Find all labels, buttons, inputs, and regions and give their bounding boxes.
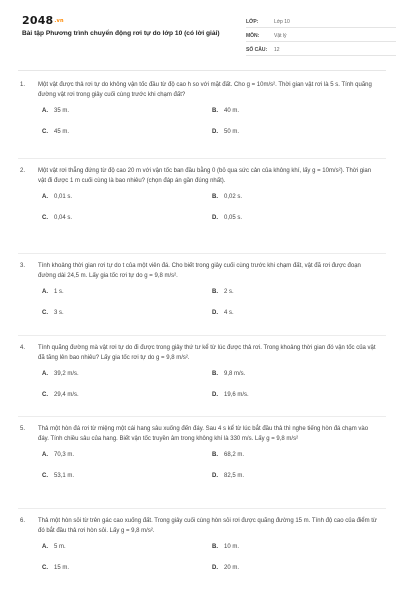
option-key: D. (212, 215, 218, 221)
option-key: B. (212, 108, 218, 114)
question-3 (20, 261, 380, 327)
option-text: 15 m. (54, 565, 70, 571)
option-key: C. (42, 215, 48, 221)
meta-value: Vật lý (274, 33, 287, 39)
option-key: D. (212, 310, 218, 316)
option-b[interactable] (212, 450, 244, 460)
question-divider (18, 253, 386, 254)
option-key: C. (42, 565, 48, 571)
option-text: 5 m. (54, 544, 66, 550)
logo-suffix: .vn (54, 18, 64, 24)
meta-value: 12 (274, 47, 280, 53)
option-key: A. (42, 289, 48, 295)
question-6 (20, 516, 380, 582)
option-a[interactable] (42, 192, 72, 202)
options (38, 192, 380, 232)
question-divider (18, 158, 386, 159)
option-d[interactable] (212, 308, 234, 318)
option-key: C. (42, 310, 48, 316)
question-text: Một vật được thả rơi tự do không vận tốc đầu từ độ cao h so với mặt đất. Cho g = 10m/s². Thời gian vật rơi là 5 s. Tính quãng đường vật rơi trong giây cuối cùng trước khi chạm đất? (38, 82, 372, 98)
option-text: 0,01 s. (54, 194, 73, 200)
options (38, 450, 380, 490)
question-5 (20, 424, 380, 490)
option-c[interactable] (42, 213, 72, 223)
option-c[interactable] (42, 127, 69, 137)
option-b[interactable] (212, 542, 239, 552)
meta-label: SỐ CÂU: (246, 47, 268, 53)
option-d[interactable] (212, 127, 239, 137)
option-key: A. (42, 544, 48, 550)
options (38, 542, 380, 582)
option-text: 82,5 m. (224, 473, 245, 479)
question-2 (20, 166, 380, 232)
option-c[interactable] (42, 390, 79, 400)
question-text: Thả một hòn sỏi từ trên gác cao xuống đất. Trong giây cuối cùng hòn sỏi rơi được quãng đường 15 m. Tính độ cao của điểm từ đó bắt đầu thả rơi hòn sỏi. Lấy g = 9,8 m/s². (38, 518, 377, 534)
option-text: 1 s. (54, 289, 64, 295)
question-number: 3. (20, 263, 26, 269)
option-key: A. (42, 194, 48, 200)
question-text: Một vật rơi thẳng đứng từ độ cao 20 m với vận tốc ban đầu bằng 0 (bỏ qua sức cản của không khí, lấy g = 10m/s²). Thời gian vật đi được 1 m cuối cùng là bao nhiêu? (chọn đáp án gần đúng nhất). (38, 168, 372, 184)
question-number: 1. (20, 82, 26, 88)
option-key: A. (42, 371, 48, 377)
option-a[interactable] (42, 287, 64, 297)
options (38, 106, 380, 146)
option-b[interactable] (212, 106, 239, 116)
option-key: D. (212, 129, 218, 135)
option-text: 2 s. (224, 289, 234, 295)
option-key: A. (42, 452, 48, 458)
option-key: D. (212, 565, 218, 571)
option-key: C. (42, 392, 48, 398)
option-text: 9,8 m/s. (224, 371, 246, 377)
meta-box (246, 14, 396, 56)
option-key: C. (42, 129, 48, 135)
option-text: 0,02 s. (224, 194, 243, 200)
question-divider (18, 335, 386, 336)
question-divider (18, 416, 386, 417)
option-c[interactable] (42, 308, 64, 318)
option-text: 10 m. (224, 544, 240, 550)
question-number: 2. (20, 168, 26, 174)
option-text: 70,3 m. (54, 452, 75, 458)
question-number: 5. (20, 426, 26, 432)
header (18, 12, 386, 68)
options (38, 287, 380, 327)
option-b[interactable] (212, 192, 242, 202)
option-text: 53,1 m. (54, 473, 75, 479)
question-text: Tính quãng đường mà vật rơi tự do đi được trong giây thứ tư kể từ lúc được thả rơi. Trong khoảng thời gian đó vận tốc của vật đã tăng lên bao nhiêu? Lấy gia tốc rơi tự do g = 9,8 m/s². (38, 345, 376, 361)
option-d[interactable] (212, 471, 244, 481)
option-text: 0,05 s. (224, 215, 243, 221)
option-text: 35 m. (54, 108, 70, 114)
option-a[interactable] (42, 542, 66, 552)
option-text: 0,04 s. (54, 215, 73, 221)
option-text: 40 m. (224, 108, 240, 114)
option-d[interactable] (212, 563, 239, 573)
option-key: B. (212, 544, 218, 550)
option-c[interactable] (42, 563, 69, 573)
option-c[interactable] (42, 471, 74, 481)
page-title: Bài tập Phương trình chuyển động rơi tự do lớp 10 (có lời giải) (22, 30, 220, 37)
meta-row-subject (246, 28, 396, 42)
option-key: C. (42, 473, 48, 479)
option-key: B. (212, 371, 218, 377)
header-divider (18, 70, 386, 71)
options (38, 369, 380, 409)
option-b[interactable] (212, 369, 245, 379)
question-1 (20, 80, 380, 146)
meta-value: Lớp 10 (274, 19, 290, 25)
question-4 (20, 343, 380, 409)
meta-label: LỚP: (246, 19, 259, 25)
question-number: 4. (20, 345, 26, 351)
option-key: B. (212, 194, 218, 200)
option-key: D. (212, 473, 218, 479)
option-key: D. (212, 392, 218, 398)
option-key: B. (212, 289, 218, 295)
logo-text: 2048 (22, 14, 54, 27)
option-text: 39,2 m/s. (54, 371, 79, 377)
question-number: 6. (20, 518, 26, 524)
option-a[interactable] (42, 369, 79, 379)
option-text: 19,6 m/s. (224, 392, 249, 398)
option-text: 50 m. (224, 129, 240, 135)
option-a[interactable] (42, 450, 74, 460)
question-divider (18, 508, 386, 509)
option-text: 45 m. (54, 129, 70, 135)
option-text: 3 s. (54, 310, 64, 316)
option-b[interactable] (212, 287, 234, 297)
logo[interactable] (22, 14, 64, 27)
meta-row-count (246, 42, 396, 56)
option-d[interactable] (212, 213, 242, 223)
option-text: 29,4 m/s. (54, 392, 79, 398)
question-text: Thả một hòn đá rơi từ miệng một cái hang sâu xuống đến đáy. Sau 4 s kể từ lúc bắt đầu thả thì nghe tiếng hòn đá chạm vào đáy. Tính chiều sâu của hang. Biết vận tốc truyền âm trong không khí là 330 m/s. Lấy g = 9,8 m/s² (38, 426, 369, 442)
option-a[interactable] (42, 106, 69, 116)
question-text: Tính khoảng thời gian rơi tự do t của một viên đá. Cho biết trong giây cuối cùng trước khi chạm đất, vật đã rơi được đoạn đường dài 24,5 m. Lấy gia tốc rơi tự do g = 9,8 m/s². (38, 263, 361, 279)
option-text: 68,2 m. (224, 452, 245, 458)
option-text: 4 s. (224, 310, 234, 316)
option-key: A. (42, 108, 48, 114)
meta-row-class (246, 14, 396, 28)
option-d[interactable] (212, 390, 249, 400)
meta-label: MÔN: (246, 33, 260, 39)
option-key: B. (212, 452, 218, 458)
option-text: 20 m. (224, 565, 240, 571)
